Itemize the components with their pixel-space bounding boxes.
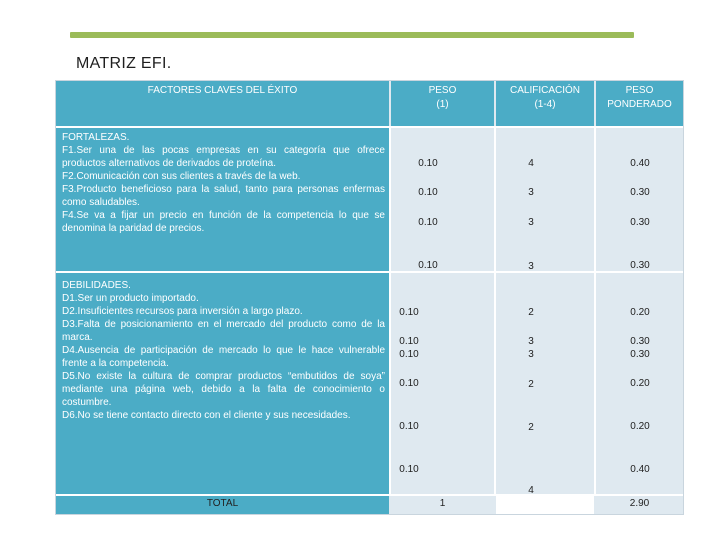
weakness-peso-value: 0.10	[399, 464, 419, 475]
weakness-item: D3.Falta de posicionamiento en el mercado del producto como de la marca.	[62, 319, 385, 343]
weakness-calif-value: 2	[528, 379, 534, 390]
weakness-item: D2.Insuficientes recursos para inversión a largo plazo.	[62, 306, 303, 317]
strengths-heading: FORTALEZAS.	[62, 132, 130, 143]
weakness-peso-value: 0.10	[399, 421, 419, 432]
strength-peso-value: 0.10	[418, 158, 438, 169]
efi-matrix-table	[55, 80, 684, 515]
strength-peso-value: 0.10	[418, 260, 438, 271]
weakness-peso-value: 0.10	[399, 378, 419, 389]
header-peso	[391, 81, 494, 126]
total-peso-cell	[391, 496, 494, 514]
weakness-calif-value: 2	[528, 307, 534, 318]
weakness-pond-value: 0.20	[630, 421, 650, 432]
strength-pond-value: 0.30	[630, 217, 650, 228]
total-label: TOTAL	[206, 498, 239, 509]
total-pond-cell	[596, 496, 683, 514]
weakness-item: D6.No se tiene contacto directo con el cliente y sus necesidades.	[62, 410, 351, 421]
weakness-pond-value: 0.30	[630, 349, 650, 360]
strength-calif-value: 3	[528, 261, 534, 272]
weaknesses-heading: DEBILIDADES.	[62, 280, 131, 291]
weakness-item: D1.Ser un producto importado.	[62, 293, 199, 304]
total-label-cell	[56, 496, 389, 514]
strengths-cell	[56, 128, 389, 271]
header-pond-line2: PONDERADO	[607, 99, 672, 110]
weakness-calif-value: 4	[528, 485, 534, 496]
strength-pond-value: 0.30	[630, 187, 650, 198]
weakness-pond-value: 0.40	[630, 464, 650, 475]
strength-pond-value: 0.40	[630, 158, 650, 169]
total-calif-cell	[496, 496, 594, 514]
weakness-pond-value: 0.20	[630, 378, 650, 389]
weakness-item: D4.Ausencia de participación de mercado lo que le hace vulnerable frente a la competencia.	[62, 345, 385, 369]
header-peso-line1: PESO	[428, 85, 457, 96]
strength-item: F3.Producto beneficioso para la salud, tanto para personas enfermas como saludables.	[62, 184, 385, 208]
row-divider	[56, 494, 683, 496]
strength-item: F1.Ser una de las pocas empresas en su categoría que ofrece productos alternativos de derivados de proteína.	[62, 145, 385, 169]
column-divider	[494, 126, 496, 496]
weakness-calif-value: 3	[528, 349, 534, 360]
weakness-item: D5.No existe la cultura de comprar productos “embutidos de soya” mediante una página web, debido a la falta de conocimiento o costumbre.	[62, 371, 385, 408]
weakness-peso-value: 0.10	[399, 336, 419, 347]
header-peso-ponderado	[596, 81, 683, 126]
strength-item: F4.Se va a fijar un precio en función de la competencia lo que se denomina la paridad de precios.	[62, 210, 385, 234]
top-accent-bar	[70, 32, 634, 38]
header-factors-label: FACTORES CLAVES DEL ÉXITO	[147, 85, 298, 96]
weakness-pond-value: 0.20	[630, 307, 650, 318]
strength-peso-value: 0.10	[418, 187, 438, 198]
header-calif-line1: CALIFICACIÓN	[509, 85, 580, 96]
header-calif-line2: (1-4)	[534, 99, 556, 110]
strength-pond-value: 0.30	[630, 260, 650, 271]
header-pond-line1: PESO	[625, 85, 654, 96]
weakness-peso-value: 0.10	[399, 307, 419, 318]
row-divider	[56, 126, 683, 128]
strength-calif-value: 3	[528, 217, 534, 228]
strength-calif-value: 4	[528, 158, 534, 169]
strength-peso-value: 0.10	[418, 217, 438, 228]
weaknesses-cell	[56, 273, 389, 494]
strength-calif-value: 3	[528, 187, 534, 198]
header-calificacion	[496, 81, 594, 126]
weakness-pond-value: 0.30	[630, 336, 650, 347]
column-divider	[594, 126, 596, 496]
header-peso-line2: (1)	[436, 99, 449, 110]
total-peso: 1	[439, 498, 446, 509]
header-factors	[56, 81, 389, 126]
weakness-peso-value: 0.10	[399, 349, 419, 360]
weakness-calif-value: 3	[528, 336, 534, 347]
row-divider	[56, 271, 683, 273]
total-pond: 2.90	[629, 498, 650, 509]
weakness-calif-value: 2	[528, 422, 534, 433]
page-title: MATRIZ EFI.	[76, 55, 172, 72]
strength-item: F2.Comunicación con sus clientes a través de la web.	[62, 171, 301, 182]
